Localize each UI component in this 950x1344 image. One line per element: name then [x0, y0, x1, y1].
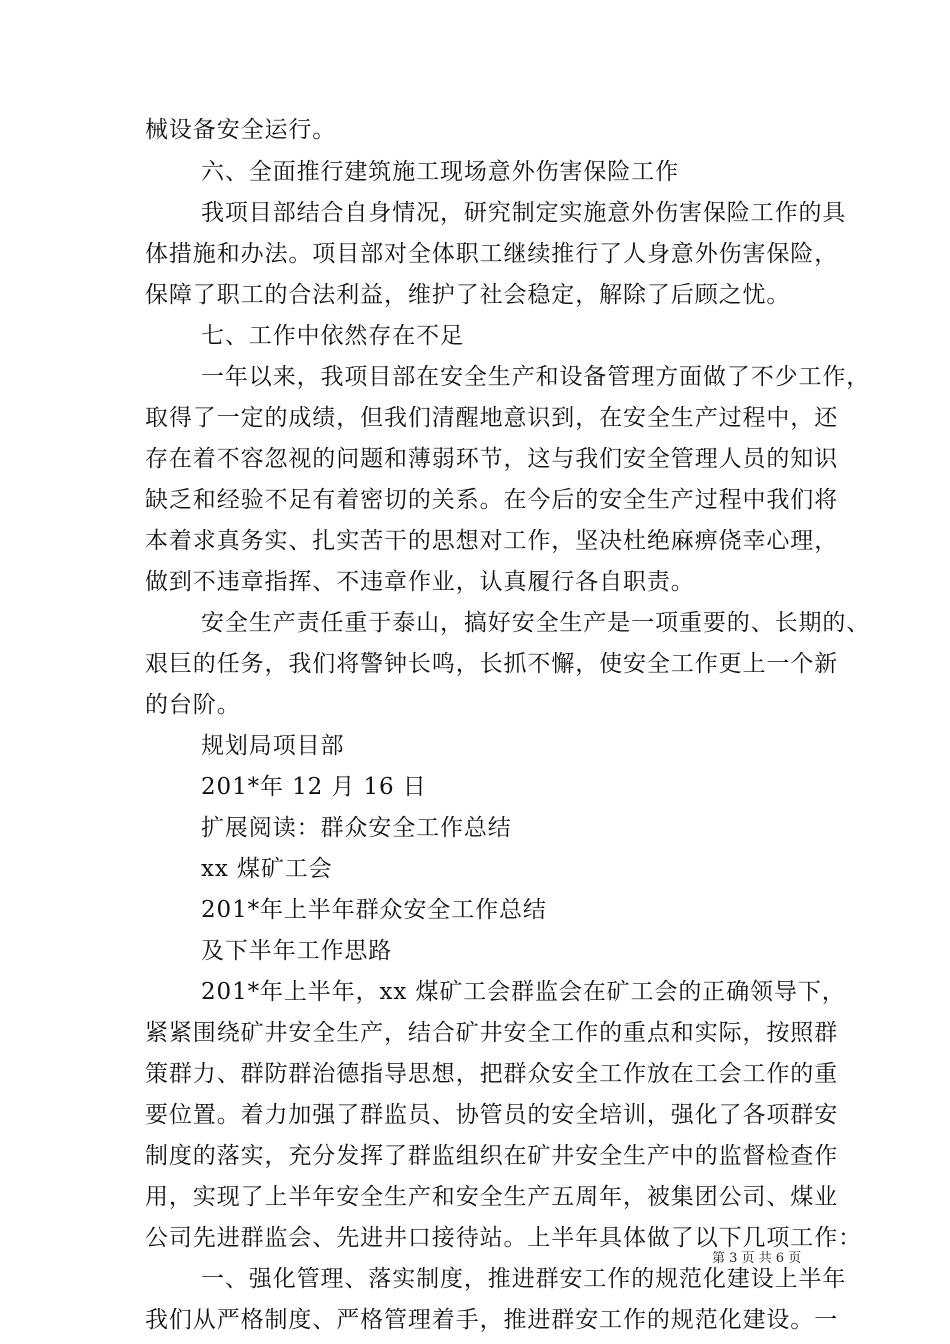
signature-date: 201*年 12 月 16 日 — [201, 774, 427, 800]
text-line: 紧紧围绕矿井安全生产，结合矿井安全工作的重点和实际，按照群 — [145, 1020, 839, 1046]
text-line: 安全生产责任重于泰山，搞好安全生产是一项重要的、长期的、 — [201, 610, 871, 636]
text-line: 本着求真务实、扎实苦干的思想对工作，坚决杜绝麻痹侥幸心理， — [145, 528, 839, 554]
text-line: 策群力、群防群治德指导思想，把群众安全工作放在工会工作的重 — [145, 1061, 839, 1087]
section-heading: 一、强化管理、落实制度，推进群安工作的规范化建设上半年 — [201, 1266, 847, 1292]
text-line: 存在着不容忽视的问题和薄弱环节，这与我们安全管理人员的知识 — [145, 446, 839, 472]
text-line: 保障了职工的合法利益，维护了社会稳定，解除了后顾之忧。 — [145, 282, 791, 308]
report-title: 201*年上半年群众安全工作总结 — [201, 897, 547, 923]
text-line: 用，实现了上半年安全生产和安全生产五周年，被集团公司、煤业 — [145, 1184, 839, 1210]
section-heading: 七、工作中依然存在不足 — [201, 323, 464, 349]
signature-org: 规划局项目部 — [201, 733, 345, 759]
text-line: 体措施和办法。项目部对全体职工继续推行了人身意外伤害保险， — [145, 241, 839, 267]
page-number: 第 3 页 共 6 页 — [712, 1251, 802, 1266]
section-heading: 六、全面推行建筑施工现场意外伤害保险工作 — [201, 159, 679, 185]
extended-reading-title: 扩展阅读：群众安全工作总结 — [201, 815, 512, 841]
text-line: 我们从严格制度、严格管理着手，推进群安工作的规范化建设。一 — [145, 1307, 839, 1333]
org-name: xx 煤矿工会 — [201, 856, 333, 882]
text-line: 一年以来，我项目部在安全生产和设备管理方面做了不少工作， — [201, 364, 871, 390]
text-line: 艰巨的任务，我们将警钟长鸣，长抓不懈，使安全工作更上一个新 — [145, 651, 839, 677]
report-subtitle: 及下半年工作思路 — [201, 938, 393, 964]
text-line: 械设备安全运行。 — [145, 117, 337, 143]
text-line: 的台阶。 — [145, 692, 241, 718]
text-line: 制度的落实，充分发挥了群监组织在矿井安全生产中的监督检查作 — [145, 1143, 839, 1169]
text-line: 公司先进群监会、先进井口接待站。上半年具体做了以下几项工作： — [145, 1225, 862, 1251]
text-line: 我项目部结合自身情况，研究制定实施意外伤害保险工作的具 — [201, 200, 847, 226]
text-line: 要位置。着力加强了群监员、协管员的安全培训，强化了各项群安 — [145, 1102, 839, 1128]
text-line: 缺乏和经验不足有着密切的关系。在今后的安全生产过程中我们将 — [145, 487, 839, 513]
text-line: 取得了一定的成绩，但我们清醒地意识到，在安全生产过程中，还 — [145, 405, 839, 431]
text-line: 做到不违章指挥、不违章作业，认真履行各自职责。 — [145, 569, 695, 595]
text-line: 201*年上半年，xx 煤矿工会群监会在矿工会的正确领导下， — [201, 979, 846, 1005]
